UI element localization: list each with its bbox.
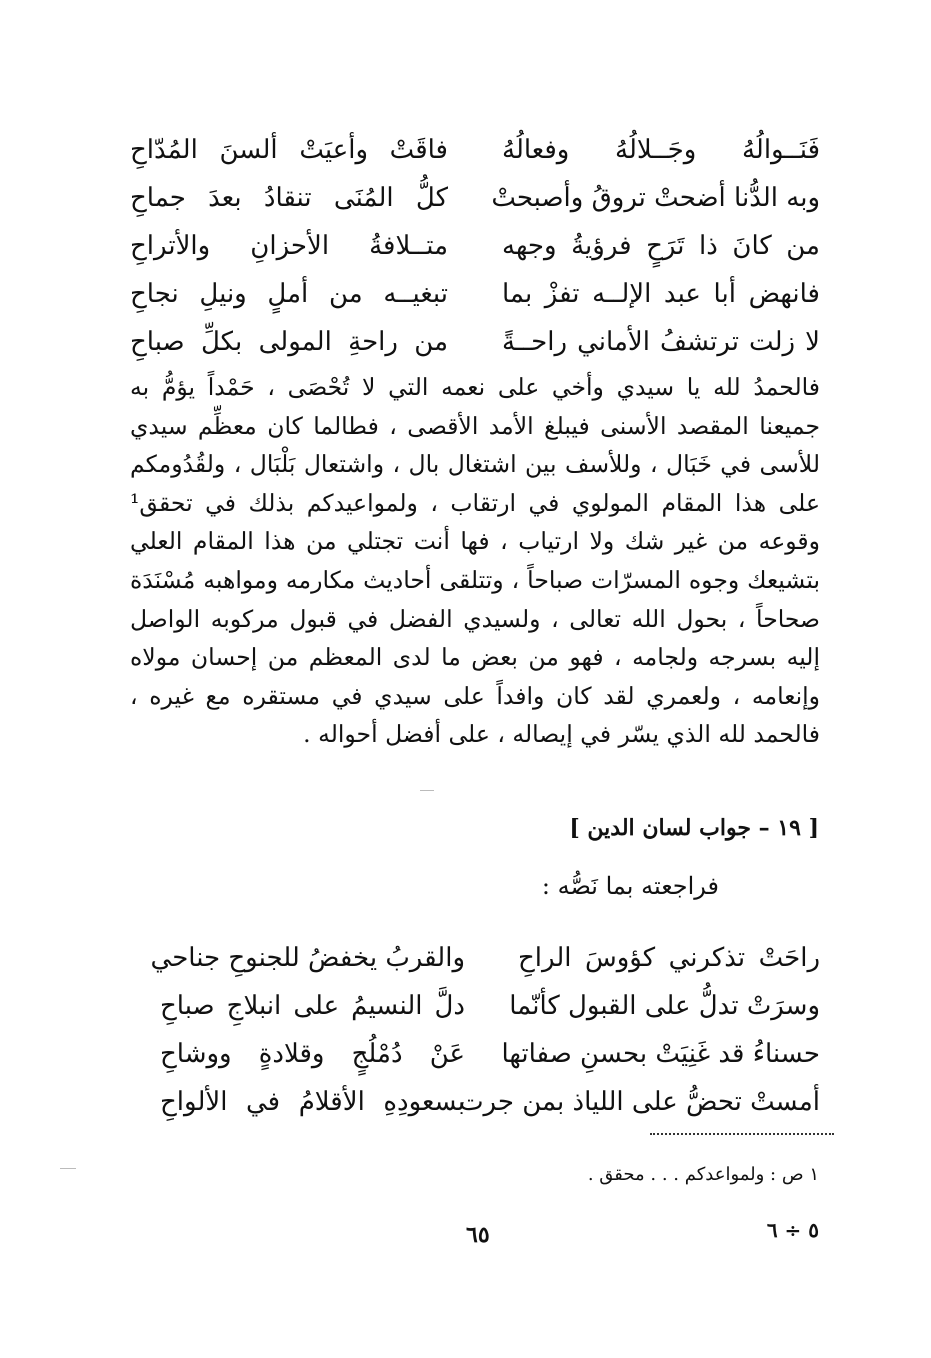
scan-speck [420, 790, 434, 791]
verse-first-hemistich: أمستْ تحضُّ على اللياذ بمن جرت [459, 1087, 820, 1117]
verse-line [130, 938, 820, 986]
verse-first-hemistich: فَنَــوالُهُ وجَــلالُهُ وفعالُهُ [502, 135, 820, 165]
verse-second-hemistich: دلَّ النسيمُ على انبلاجِ صباحِ [160, 991, 465, 1021]
section-title: [ ١٩ – جواب لسان الدين ] [569, 815, 819, 841]
verse-first-hemistich: وبه الدُّنا أضحتْ تروقُ وأصبحتْ [491, 183, 820, 213]
verse-second-hemistich: بسعودِهِ الأقلامُ في الألواحِ [160, 1087, 465, 1117]
verse-second-hemistich: متــلافةُ الأحزانِ والأتراحِ [130, 231, 448, 261]
verse-second-hemistich: من راحةِ المولى بكلِّ صباحِ [130, 327, 448, 357]
verse-first-hemistich: راحَتْ تذكرني كؤوسَ الراحِ [518, 943, 820, 973]
verse-line [130, 1082, 820, 1130]
opening-poem [130, 130, 820, 370]
footnote-divider [650, 1133, 834, 1135]
verse-line [130, 1034, 820, 1082]
footnote: ١ ص : ولمواعدكم . . . محقق . [587, 1164, 819, 1185]
verse-first-hemistich: فانهض أبا عبد الإلــه تفزْ بما [502, 279, 820, 309]
verse-first-hemistich: لا زلت ترتشفُ الأماني راحــةً [502, 327, 820, 357]
page-number: ٦٥ [466, 1222, 490, 1248]
verse-line [130, 986, 820, 1034]
verse-first-hemistich: حسناءُ قد غَنِيَتْ بحسنِ صفاتها [501, 1039, 820, 1069]
printer-signature: ٥ ÷ ٦ [766, 1218, 819, 1242]
reply-poem [130, 938, 820, 1130]
verse-second-hemistich: فاقَتْ وأعيَتْ ألسنَ المُدّاحِ [130, 135, 448, 165]
paragraph-text: فالحمدُ لله يا سيدي وأخي على نعمه التي لا تُحْصَى ، حَمْداً يؤمُّ به جميعنا المقصد الأسنى فيبلغ الأمد الأقصى ، فطالما كان معظِّم سيدي للأسى في خَبَال ، وللأسف بين اشتغال بال ، واشتعال بَلْبَال ، ولقُدُومكم على هذا المقام المولوي في ارتقاب ، ولمواعيدكم بذلك في تحقق¹ وقوعه من غير شك ولا ارتياب ، فها أنت تجتلي من هذا المقام العلي بتشيعك وجوه المسرّات صباحاً ، وتتلقى أحاديث مكارمه ومواهبه مُسْنَدَة صحاحاً ، بحول الله تعالى ، ولسيدي الفضل في قبول مركوبه الواصل إليه بسرجه ولجامه ، فهو من بعض ما لدى المعظم من إحسان مولاه وإنعامه ، ولعمري لقد كان وافداً على سيدي في مستقره مع غيره ، فالحمد لله الذي يسّر في إيصاله ، على أفضل أحواله . [130, 373, 820, 749]
verse-second-hemistich: تبغيــه من أملٍ ونيلِ نجاحِ [130, 279, 448, 309]
verse-second-hemistich: والقربُ يخفضُ للجنوحِ جناحي [150, 943, 465, 973]
prose-paragraph [130, 368, 820, 754]
verse-first-hemistich: من كانَ ذا تَرَحٍ فرؤيةُ وجهه [502, 231, 820, 261]
verse-line [130, 178, 820, 226]
scan-speck [60, 1168, 76, 1169]
verse-second-hemistich: عَنْ دُمْلُجٍ وقلادةٍ ووشاحِ [160, 1039, 465, 1069]
verse-line [130, 130, 820, 178]
verse-first-hemistich: وسرَتْ تدلُّ على القبول كأنّما [509, 991, 820, 1021]
verse-line [130, 274, 820, 322]
verse-line [130, 322, 820, 370]
verse-line [130, 226, 820, 274]
intro-line: فراجعته بما نَصُّه : [541, 872, 719, 900]
verse-second-hemistich: كلُّ المُنَى تنقادُ بعدَ جماحِ [130, 183, 448, 213]
